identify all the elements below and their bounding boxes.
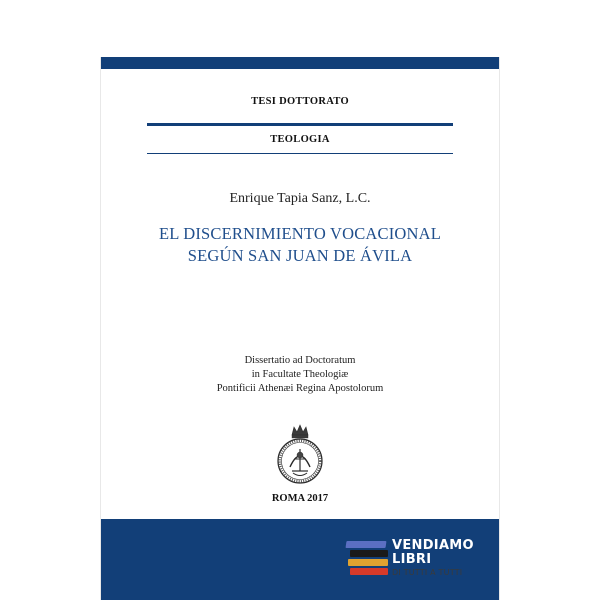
- divider-rule: [147, 153, 453, 154]
- top-navy-bar: [101, 57, 499, 69]
- subseries-label: TEOLOGIA: [270, 134, 330, 145]
- dissertation-line-1: Dissertatio ad Doctoratum: [244, 355, 356, 366]
- book-title-line-1: EL DISCERNIMIENTO VOCACIONAL: [158, 224, 442, 243]
- watermark-line-2: LIBRI: [392, 552, 432, 567]
- store-watermark: [344, 533, 474, 593]
- dissertation-line-2: in Facultate Theologiæ: [251, 369, 349, 380]
- book-cover: [100, 57, 500, 600]
- pontifical-seal-icon: [276, 423, 324, 485]
- watermark-line-3: DI TUTTI A TUTTI: [392, 568, 463, 577]
- author-name: Enrique Tapia Sanz, L.C.: [229, 191, 371, 206]
- series-label: TESI DOTTORATO: [251, 96, 349, 107]
- place-and-year: ROMA 2017: [271, 493, 329, 504]
- divider-rule: [147, 123, 453, 126]
- dissertation-line-3: Pontificii Athenæi Regina Apostolorum: [216, 383, 384, 394]
- book-title-line-2: SEGÚN SAN JUAN DE ÁVILA: [187, 246, 413, 265]
- watermark-line-1: VENDIAMO: [392, 538, 474, 553]
